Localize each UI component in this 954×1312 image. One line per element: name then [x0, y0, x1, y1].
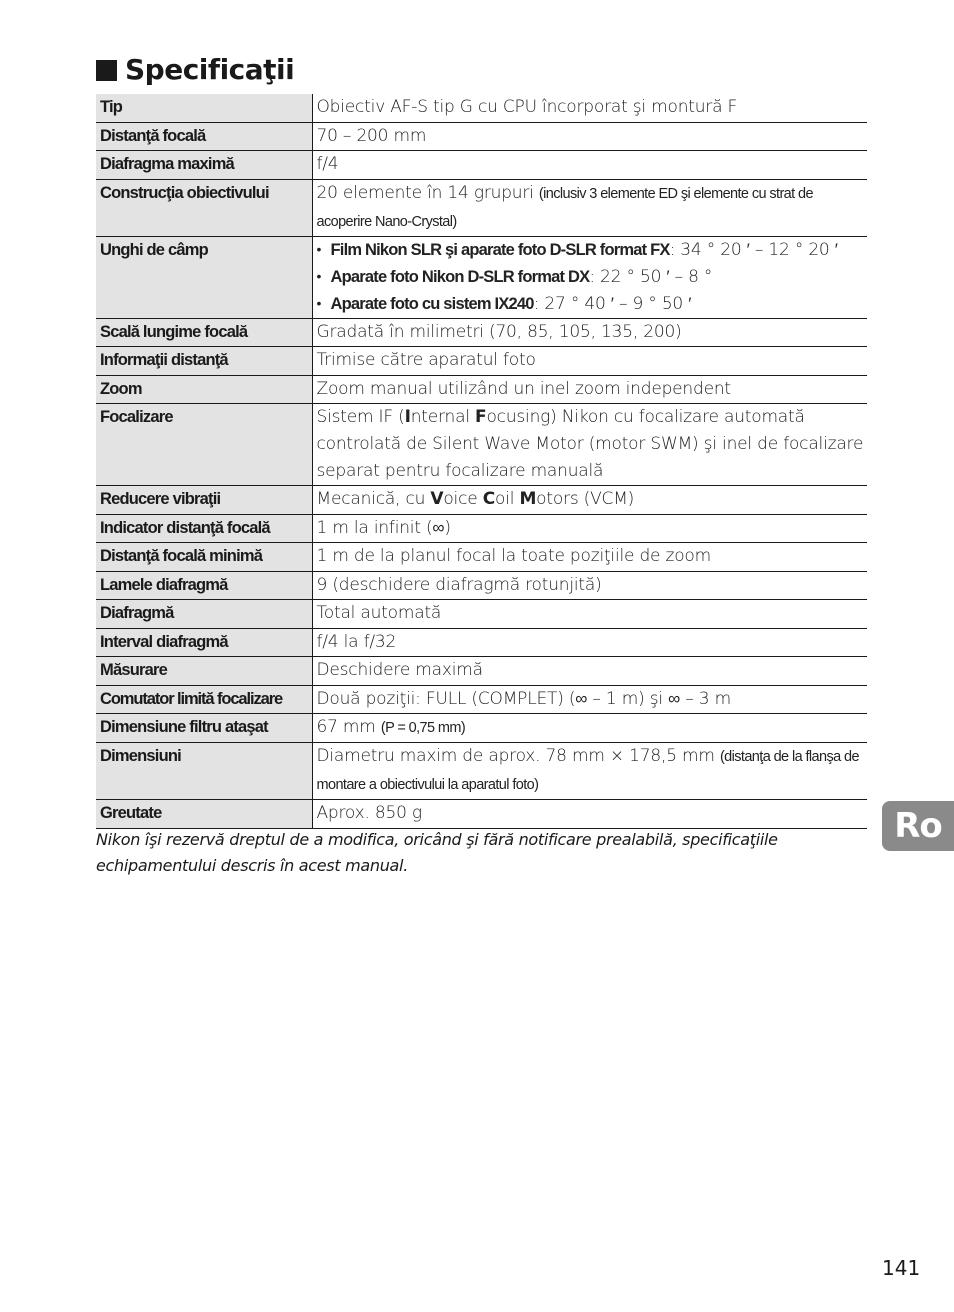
spec-label: Scală lungime focală — [96, 318, 312, 347]
spec-label: Măsurare — [96, 657, 312, 686]
spec-value: Total automată — [316, 603, 442, 623]
spec-value-note: (inclusiv 3 elemente ED şi elemente cu strat de acoperire Nano-Crystal) — [316, 185, 813, 230]
format-label: Film Nikon SLR şi aparate foto D-SLR format FX — [330, 240, 670, 259]
table-row — [96, 236, 867, 318]
spec-value — [312, 179, 867, 236]
spec-label: Greutate — [96, 800, 312, 829]
spec-value: Aprox. 850 g — [316, 803, 422, 823]
list-item — [317, 237, 868, 264]
spec-value: f/4 la f/32 — [316, 631, 397, 652]
spec-label: Focalizare — [96, 404, 312, 486]
spec-value-main: 20 elemente în 14 grupuri — [316, 182, 534, 203]
square-bullet-icon — [96, 60, 117, 81]
table-row — [96, 743, 867, 800]
format-value: : 22 ° 50 ′ – 8 ° — [589, 266, 713, 287]
table-row — [96, 543, 867, 572]
emphasis-letter: V — [430, 489, 444, 509]
table-row — [96, 657, 867, 686]
format-label: Aparate foto cu sistem IX240 — [330, 294, 534, 313]
spec-value — [312, 236, 867, 318]
spec-value: 1 m la infinit (∞) — [316, 517, 451, 538]
text-segment: oil — [494, 489, 520, 509]
text-segment: Mecanică, cu — [316, 489, 431, 509]
spec-value-note: (P = 0,75 mm) — [380, 720, 466, 736]
spec-value: 9 (deschidere diafragmă rotunjită) — [316, 574, 602, 595]
text-segment: nternal — [410, 407, 476, 427]
table-row — [96, 571, 867, 600]
spec-value: 70 – 200 mm — [316, 125, 427, 146]
spec-label: Zoom — [96, 375, 312, 404]
table-row — [96, 514, 867, 543]
angle-of-view-list — [317, 237, 868, 318]
emphasis-letter: I — [404, 407, 411, 427]
spec-value: f/4 — [316, 154, 339, 174]
spec-value-main: Diametru maxim de aprox. 78 mm × 178,5 mm — [316, 746, 715, 766]
section-heading — [96, 52, 294, 88]
spec-label: Construcţia obiectivului — [96, 179, 312, 236]
emphasis-letter: C — [482, 489, 495, 509]
spec-label: Diafragmă — [96, 600, 312, 629]
spec-label: Lamele diafragmă — [96, 571, 312, 600]
text-segment: otors (VCM) — [536, 489, 635, 509]
spec-label: Diafragma maximă — [96, 151, 312, 180]
specifications-table — [96, 94, 867, 829]
spec-label: Distanţă focală — [96, 122, 312, 151]
spec-value — [312, 714, 867, 743]
spec-label: Unghi de câmp — [96, 236, 312, 318]
table-row — [96, 347, 867, 376]
table-row — [96, 714, 867, 743]
table-row — [96, 628, 867, 657]
table-row — [96, 151, 867, 180]
format-label: Aparate foto Nikon D-SLR format DX — [330, 267, 590, 286]
table-row — [96, 685, 867, 714]
table-row — [96, 600, 867, 629]
format-value: : 34 ° 20 ′ – 12 ° 20 ′ — [669, 239, 838, 260]
spec-value-note: (distanţa de la flanşa de montare a obiectivului la aparatul foto) — [316, 749, 859, 793]
spec-value: Două poziţii: FULL (COMPLET) (∞ – 1 m) şi ∞ – 3 m — [316, 688, 731, 709]
spec-label: Comutator limită focalizare — [96, 685, 312, 714]
table-row — [96, 179, 867, 236]
list-item — [317, 264, 868, 291]
spec-label: Indicator distanţă focală — [96, 514, 312, 543]
page-number: 141 — [882, 1256, 921, 1280]
format-value: : 27 ° 40 ′ – 9 ° 50 ′ — [533, 293, 692, 314]
list-item — [317, 291, 868, 318]
table-row — [96, 94, 867, 122]
text-segment: oice — [443, 489, 483, 509]
spec-value — [312, 486, 867, 515]
spec-value: Deschidere maximă — [316, 660, 483, 680]
spec-label: Reducere vibraţii — [96, 486, 312, 515]
spec-value: 1 m de la planul focal la toate poziţiile de zoom — [316, 546, 711, 566]
table-row — [96, 122, 867, 151]
text-segment: Sistem IF ( — [316, 407, 405, 427]
table-row — [96, 318, 867, 347]
table-row — [96, 800, 867, 829]
spec-label: Tip — [96, 94, 312, 122]
text-segment: ocusing) Nikon cu focalizare automată controlată de Silent Wave Motor (motor SWM) şi inel de focalizare separat pentru focalizare manuală — [316, 407, 864, 481]
spec-value: Zoom manual utilizând un inel zoom independent — [316, 378, 731, 399]
spec-value: Trimise către aparatul foto — [316, 350, 536, 370]
emphasis-letter: F — [475, 407, 487, 427]
spec-value — [312, 743, 867, 800]
spec-value-main: 67 mm — [316, 717, 376, 737]
language-tab: Ro — [882, 801, 954, 851]
spec-value: Obiectiv AF-S tip G cu CPU încorporat şi montură F — [316, 97, 738, 117]
table-row — [96, 404, 867, 486]
spec-label: Interval diafragmă — [96, 628, 312, 657]
emphasis-letter: M — [519, 489, 537, 509]
spec-value: Gradată în milimetri (70, 85, 105, 135, 200) — [316, 321, 682, 342]
spec-label: Distanţă focală minimă — [96, 543, 312, 572]
table-row — [96, 486, 867, 515]
spec-label: Dimensiune filtru ataşat — [96, 714, 312, 743]
spec-value — [312, 404, 867, 486]
page-title: Specificaţii — [125, 53, 295, 86]
table-row — [96, 375, 867, 404]
footnote: Nikon îşi rezervă dreptul de a modifica, oricând şi fără notificare prealabilă, specificaţiile echipamentului descris în acest manual. — [96, 830, 778, 875]
spec-label: Informaţii distanţă — [96, 347, 312, 376]
spec-label: Dimensiuni — [96, 743, 312, 800]
